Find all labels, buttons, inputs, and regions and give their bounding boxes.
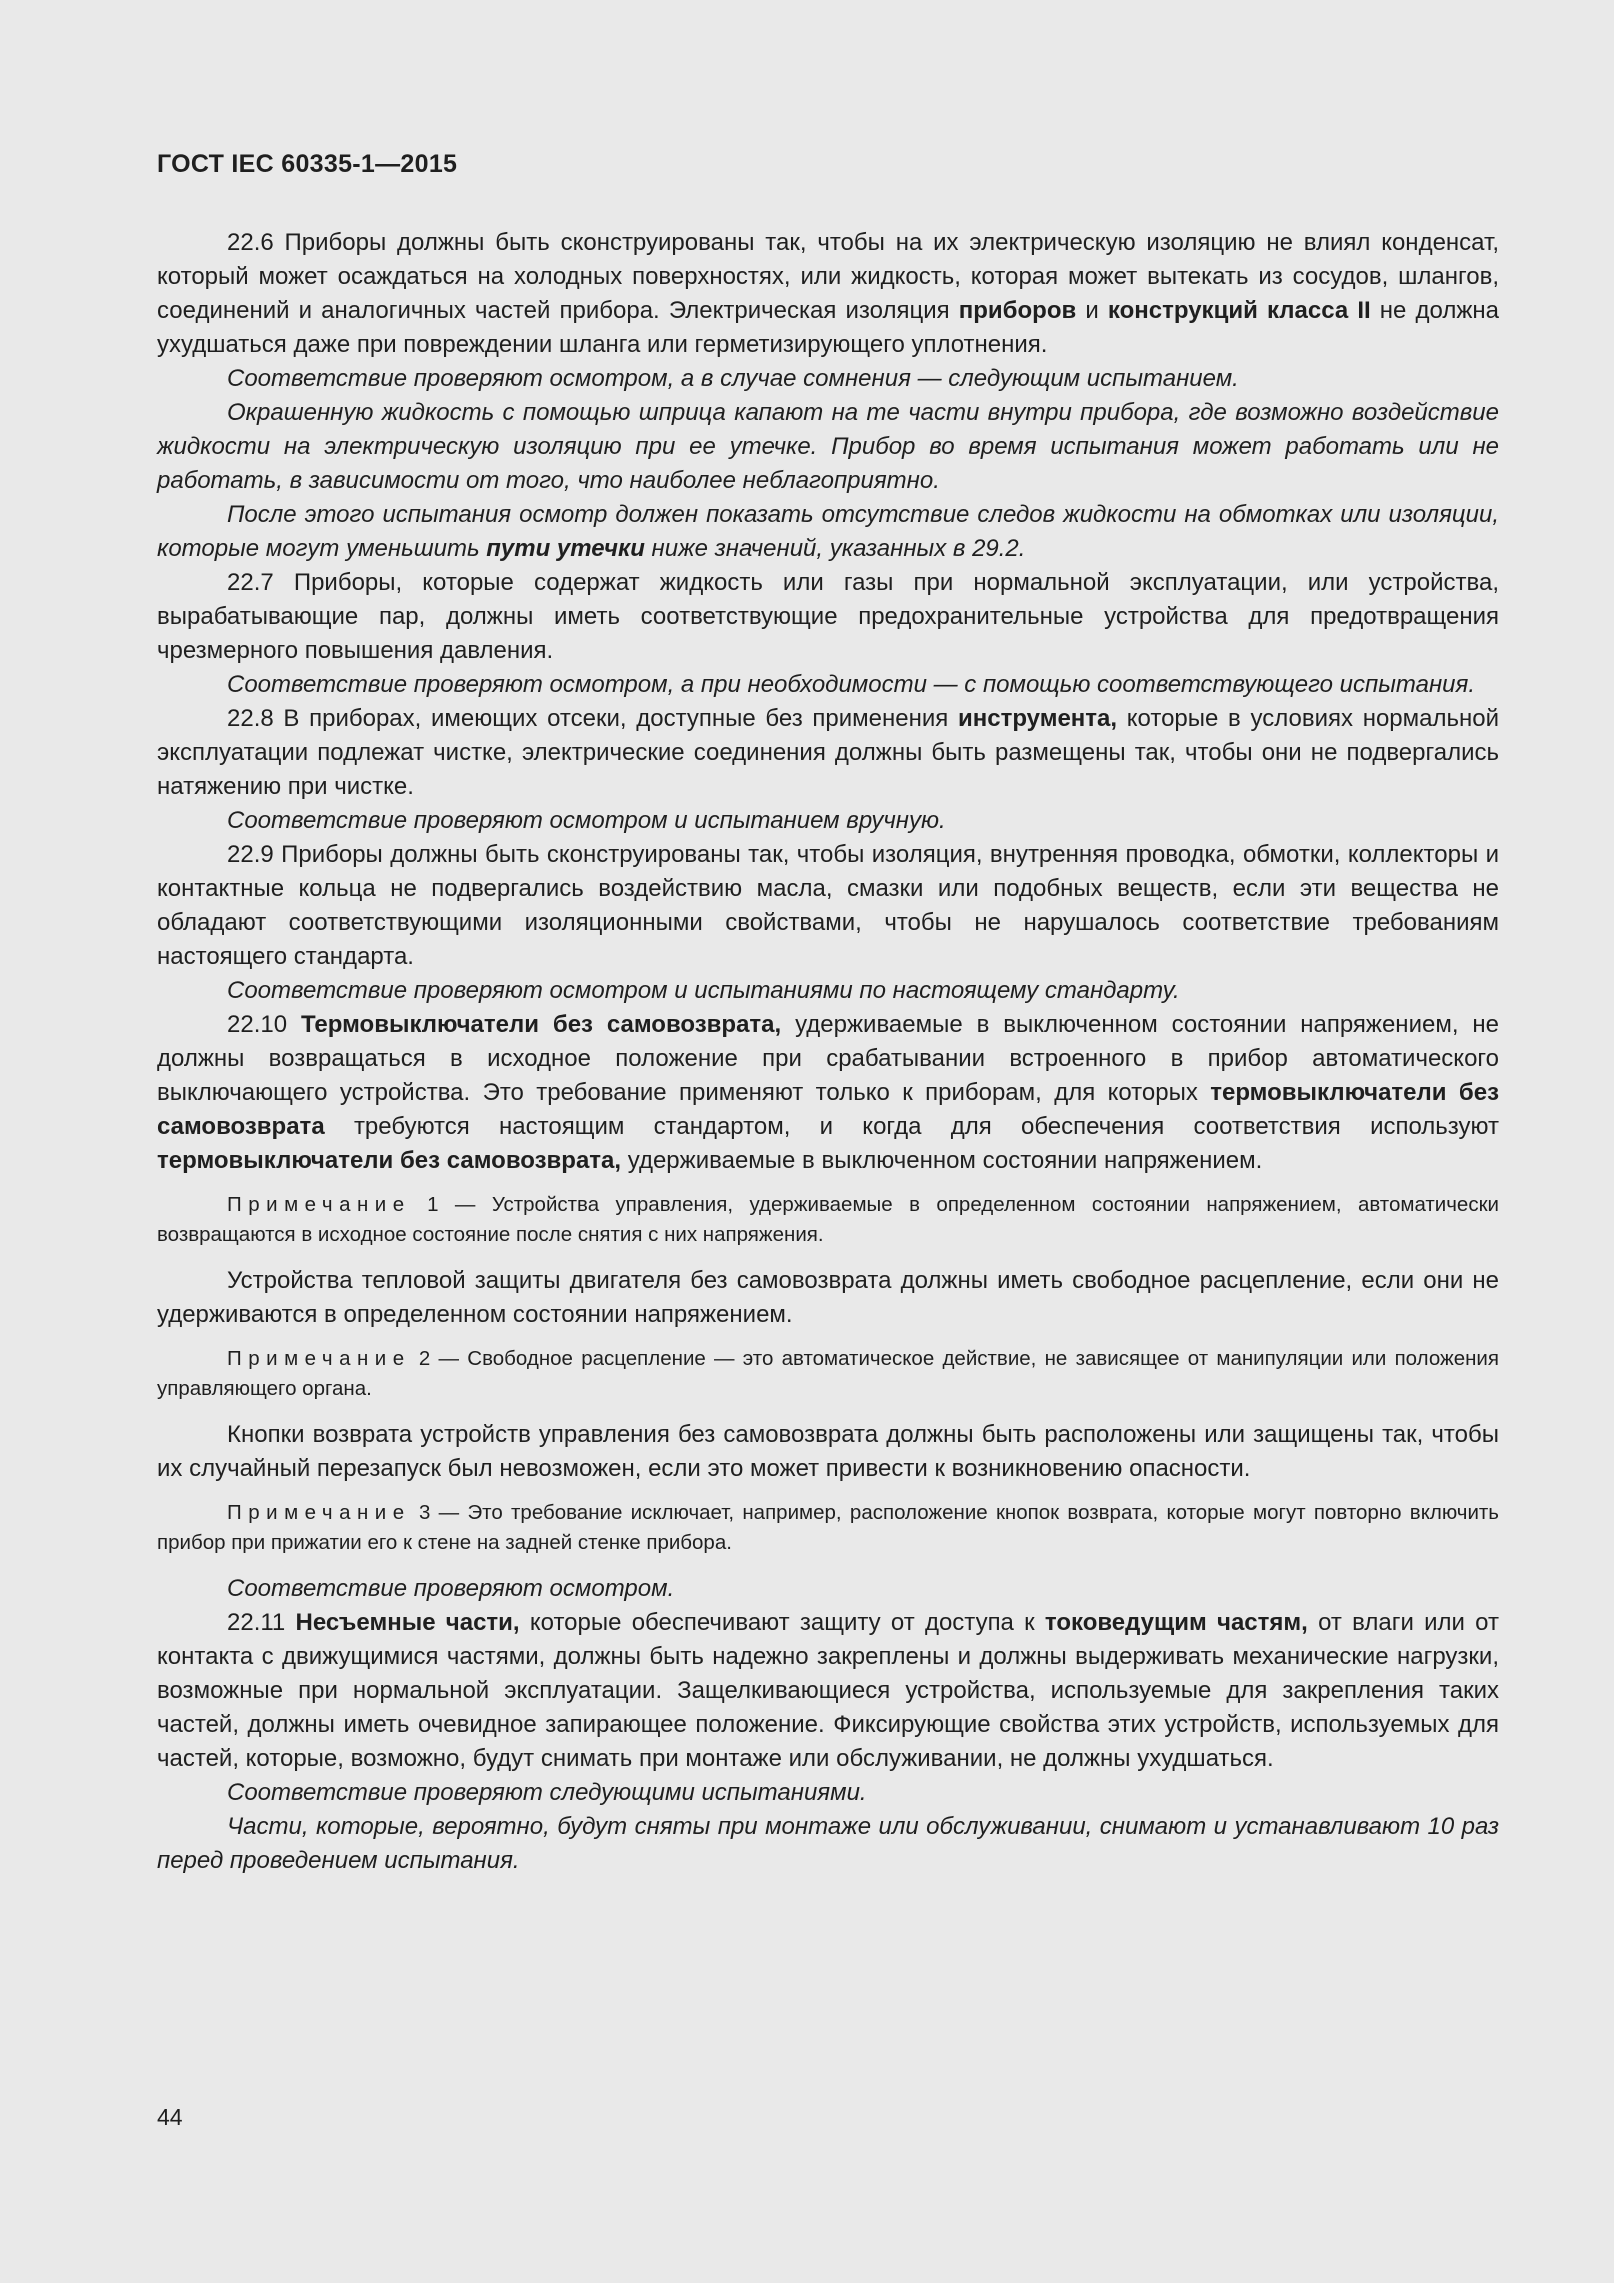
note-label: Примечание (227, 1347, 411, 1370)
paragraph-22-6 (157, 226, 1499, 362)
paragraph-motor-protection: Устройства тепловой защиты двигателя без самовозврата должны иметь свободное расцепление, если они не удерживаются в определенном состоянии напряжением. (157, 1267, 1499, 1328)
text-run: 22.8 В приборах, имеющих отсеки, доступные без применения (227, 705, 958, 732)
page-number: 44 (157, 2104, 183, 2130)
compliance-text: Соответствие проверяют осмотром. (227, 1575, 675, 1602)
note-2 (157, 1344, 1499, 1404)
bold-term: Несъемные части, (295, 1609, 520, 1636)
bold-term: Термовыключатели без самовозврата, (300, 1011, 782, 1038)
text-run: удерживаемые в выключенном состоянии напряжением, не должны возвращаться в исходное положение при срабатывании встроенного в прибор автоматического выключающего устройства. Это требование применяют только к приборам, для которых (157, 1011, 1499, 1106)
text-run: которые обеспечивают защиту от доступа к (519, 1609, 1045, 1636)
text-run: удерживаемые в выключенном состоянии напряжением. (621, 1147, 1263, 1174)
paragraph-22-9: 22.9 Приборы должны быть сконструированы так, чтобы изоляция, внутренняя проводка, обмотки, коллекторы и контактные кольца не подвергались воздействию масла, смазки или подобных веществ, если эти вещества не обладают соответствующими изоляционными свойствами, чтобы не нарушалось соответствие требованиям настоящего стандарта. (157, 841, 1499, 970)
bold-term: термовыключатели без самовозврата, (157, 1147, 622, 1174)
note-label: Примечание (227, 1501, 411, 1524)
test-procedure-text: Части, которые, вероятно, будут сняты при монтаже или обслуживании, снимают и устанавливают 10 раз перед проведением испытания. (157, 1813, 1499, 1874)
text-run: требуются настоящим стандартом, и когда для обеспечения соответствия используют (324, 1113, 1499, 1140)
bold-term: инструмента, (957, 705, 1118, 732)
paragraph-22-10 (157, 1008, 1499, 1178)
test-procedure-text: Окрашенную жидкость с помощью шприца капают на те части внутри прибора, где возможно воздействие жидкости на электрическую изоляцию при ее утечке. Прибор во время испытания может работать или не работать, в зависимости от того, что наиболее неблагоприятно. (157, 399, 1499, 494)
note-text: 1 — Устройства управления, удерживаемые в определенном состоянии напряжением, автоматически возвращаются в исходное состояние после снятия с них напряжения. (157, 1193, 1499, 1246)
bold-term: конструкций класса II (1107, 297, 1371, 324)
document-body (157, 226, 1499, 1878)
note-3 (157, 1498, 1499, 1558)
compliance-text: Соответствие проверяют осмотром, а при необходимости — с помощью соответствующего испытания. (227, 671, 1475, 698)
compliance-text: Соответствие проверяют осмотром и испытанием вручную. (227, 807, 946, 834)
compliance-text: Соответствие проверяют осмотром, а в случае сомнения — следующим испытанием. (227, 365, 1239, 392)
note-text: 2 — Свободное расцепление — это автоматическое действие, не зависящее от манипуляции или положения управляющего органа. (157, 1347, 1499, 1400)
text-run: от влаги или от контакта с движущимися частями, должны быть надежно закреплены и должны выдерживать механические нагрузки, возможные при нормальной эксплуатации. Защелкивающиеся устройства, используемые для закрепления таких частей, должны иметь очевидное запирающее положение. Фиксирующие свойства этих устройств, используемых для частей, которые, возможно, будут снимать при монтаже или обслуживании, не должны ухудшаться. (157, 1609, 1499, 1772)
text-run: 22.10 (227, 1011, 301, 1038)
bold-term: пути утечки (486, 535, 645, 562)
text-run: 22.11 (227, 1609, 296, 1636)
document-header: ГОСТ IEC 60335-1—2015 (157, 150, 458, 178)
note-text: 3 — Это требование исключает, например, расположение кнопок возврата, которые могут повторно включить прибор при прижатии его к стене на задней стенке прибора. (157, 1501, 1499, 1554)
text-run: и (1076, 297, 1108, 324)
bold-term: токоведущим частям, (1044, 1609, 1308, 1636)
text-run: которые в условиях нормальной эксплуатации подлежат чистке, электрические соединения должны быть размещены так, чтобы они не подвергались натяжению при чистке. (157, 705, 1500, 800)
compliance-text: Соответствие проверяют осмотром и испытаниями по настоящему стандарту. (227, 977, 1180, 1004)
text-run: 22.6 Приборы должны быть сконструированы так, чтобы на их электрическую изоляцию не влиял конденсат, который может осаждаться на холодных поверхностях, или жидкость, которая может вытекать из сосудов, шлангов, соединений и аналогичных частей прибора. Электрическая изоляция (157, 229, 1499, 324)
bold-term: термовыключатели без самовозврата (157, 1079, 1500, 1140)
note-label: Примечание (227, 1193, 411, 1216)
text-run: После этого испытания осмотр должен показать отсутствие следов жидкости на обмотках или изоляции, которые могут уменьшить (157, 501, 1499, 562)
compliance-text: Соответствие проверяют следующими испытаниями. (227, 1779, 867, 1806)
text-run: ниже значений, указанных в 29.2. (644, 535, 1026, 562)
note-1 (157, 1190, 1499, 1250)
paragraph-reset-buttons: Кнопки возврата устройств управления без самовозврата должны быть расположены или защищены так, чтобы их случайный перезапуск был невозможен, если это может привести к возникновению опасности. (157, 1421, 1499, 1482)
bold-term: приборов (958, 297, 1077, 324)
test-result-text (157, 498, 1499, 566)
paragraph-22-11 (157, 1606, 1499, 1776)
text-run: не должна ухудшаться даже при повреждении шланга или герметизирующего уплотнения. (157, 297, 1500, 358)
paragraph-22-7: 22.7 Приборы, которые содержат жидкость или газы при нормальной эксплуатации, или устройства, вырабатывающие пар, должны иметь соответствующие предохранительные устройства для предотвращения чрезмерного повышения давления. (157, 569, 1499, 664)
paragraph-22-8 (157, 702, 1499, 804)
